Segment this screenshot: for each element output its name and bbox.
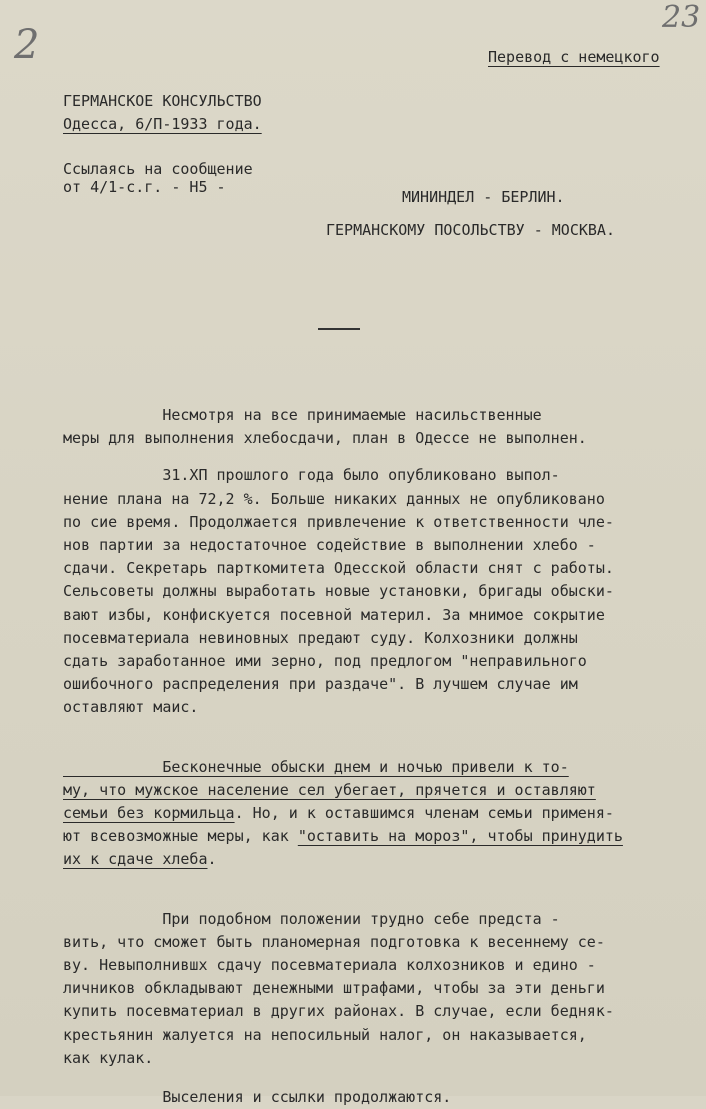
text-line: крестьянин жалуется на непосильный налог, он наказывается, bbox=[63, 1025, 587, 1044]
reference-line-1: Ссылаясь на сообщение bbox=[63, 160, 253, 178]
recipient-line-1: МИНИНДЕЛ - БЕРЛИН. bbox=[402, 188, 565, 206]
text-line: вить, что сможет быть планомерная подготовка к весеннему се- bbox=[63, 932, 605, 951]
underlined-phrase: семьи без кормильца bbox=[63, 804, 235, 823]
translation-note: Перевод с немецкого bbox=[488, 48, 660, 66]
text-line: Несмотря на все принимаемые насильственные bbox=[63, 406, 542, 424]
paragraph-1 bbox=[63, 404, 683, 450]
sender-name: ГЕРМАНСКОЕ КОНСУЛЬСТВО bbox=[63, 92, 262, 110]
text-line: ошибочного распределения при раздаче". В лучшем случае им bbox=[63, 675, 578, 694]
paragraph-2 bbox=[63, 464, 683, 719]
text-line: нов партии за недостаточное содействие в выполнении хлебо - bbox=[63, 536, 596, 555]
reference-line-2: от 4/1-с.г. - Н5 - bbox=[63, 178, 226, 196]
paragraph-3 bbox=[63, 756, 683, 872]
text-line: вают избы, конфискуется посевной материл. За мнимое сокрытие bbox=[63, 605, 605, 624]
text-line bbox=[63, 802, 683, 825]
text-line: купить посевматериал в других районах. В случае, если бедняк- bbox=[63, 1002, 614, 1021]
text-fragment: . bbox=[207, 850, 217, 869]
text-line: меры для выполнения хлебосдачи, план в Одессе не выполнен. bbox=[63, 429, 587, 448]
text-line: оставляют маис. bbox=[63, 698, 199, 717]
sender-place-date: Одесса, 6/П-1933 года. bbox=[63, 115, 262, 133]
recipient-line-2: ГЕРМАНСКОМУ ПОСОЛЬСТВУ - МОСКВА. bbox=[326, 221, 615, 239]
text-fragment: . Но, и к оставшимся членам семьи применя- bbox=[234, 804, 614, 823]
text-line: личников обкладывают денежными штрафами, чтобы за эти деньги bbox=[63, 979, 605, 998]
text-line: посевматериала невиновных предают суду. Колхозники должны bbox=[63, 628, 578, 647]
separator-dash bbox=[318, 328, 360, 330]
underlined-phrase: их к сдаче хлеба bbox=[63, 850, 208, 869]
text-line: по сие время. Продолжается привлечение к ответственности чле- bbox=[63, 512, 614, 531]
letter-body bbox=[63, 404, 683, 1109]
text-line bbox=[63, 848, 683, 871]
underlined-phrase: "оставить на мороз", чтобы принудить bbox=[297, 827, 623, 846]
handwritten-page-number-right: 23 bbox=[662, 0, 701, 35]
text-line: сдать заработанное ими зерно, под предлогом "неправильного bbox=[63, 652, 587, 671]
text-line: сдачи. Секретарь парткомитета Одесской области снят с работы. bbox=[63, 559, 614, 578]
text-line: нение плана на 72,2 %. Больше никаких данных не опубликовано bbox=[63, 489, 605, 508]
text-line: При подобном положении трудно себе предста - bbox=[63, 909, 560, 928]
handwritten-page-number-left: 2 bbox=[14, 22, 40, 68]
text-line: Сельсоветы должны выработать новые установки, бригады обыски- bbox=[63, 582, 614, 601]
text-line: му, что мужское население сел убегает, прячется и оставляют bbox=[63, 780, 596, 799]
text-line: Выселения и ссылки продолжаются. bbox=[63, 1088, 452, 1107]
text-line: 31.ХП прошлого года было опубликовано выпол- bbox=[63, 466, 560, 485]
text-fragment: ют всевозможные меры, как bbox=[63, 827, 298, 846]
paragraph-4 bbox=[63, 908, 683, 1070]
text-line: как кулак. bbox=[63, 1048, 154, 1067]
text-line: Бесконечные обыски днем и ночью привели к то- bbox=[63, 757, 569, 776]
text-line: ву. Невыполнившх сдачу посевматериала колхозников и едино - bbox=[63, 956, 596, 975]
text-line bbox=[63, 825, 683, 848]
paragraph-5 bbox=[63, 1086, 683, 1109]
